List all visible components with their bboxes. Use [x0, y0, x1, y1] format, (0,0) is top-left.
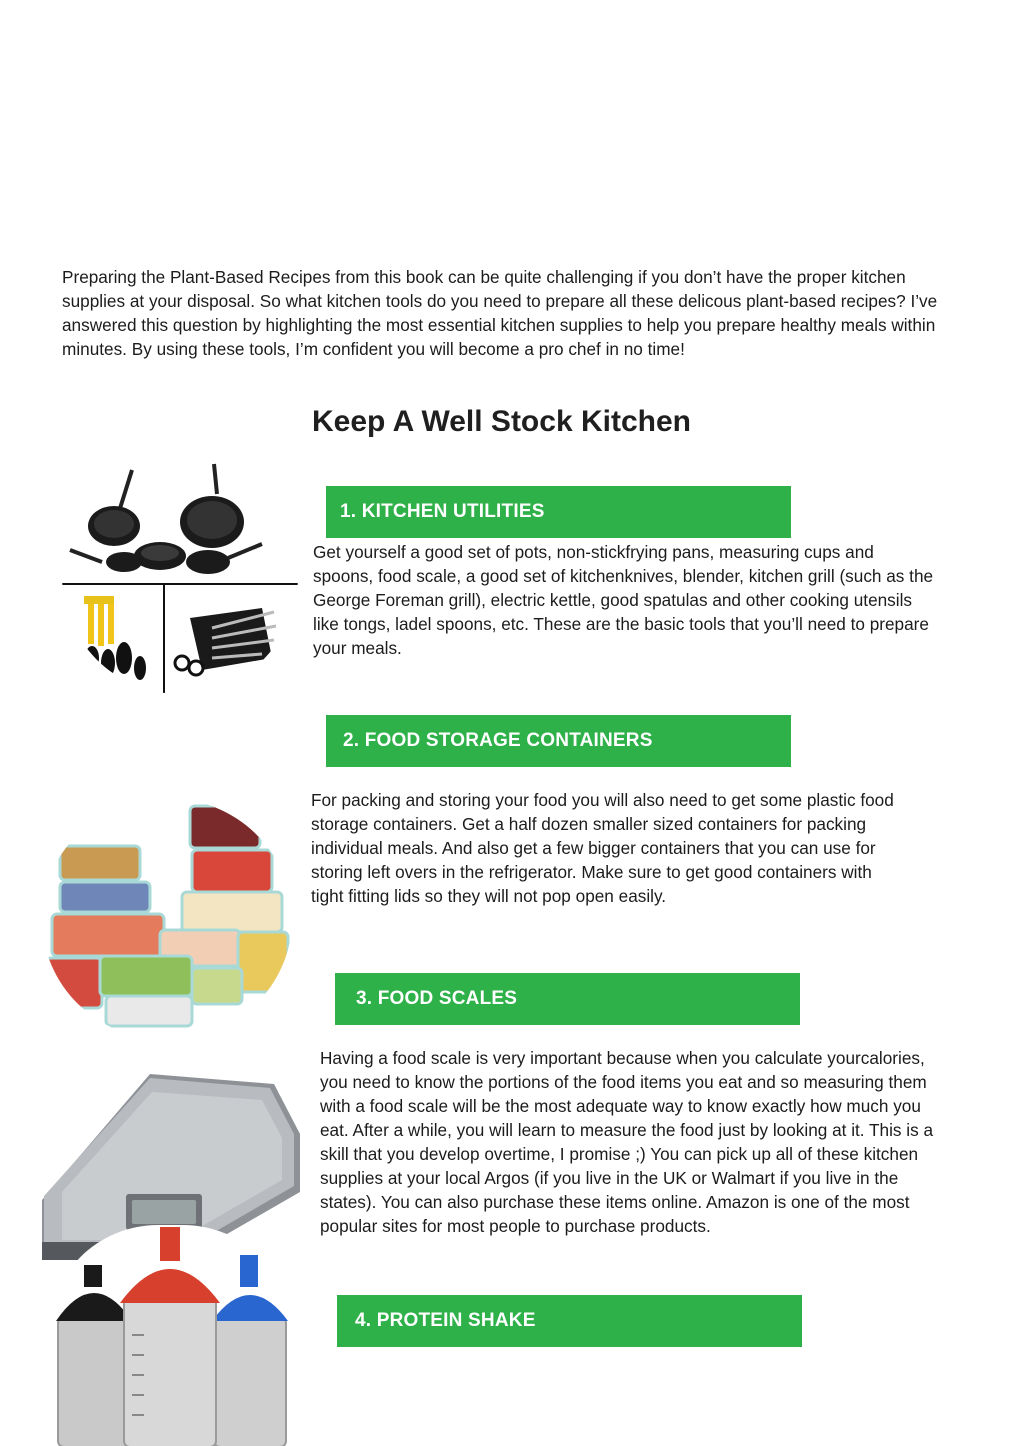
section-4-heading: 4. PROTEIN SHAKE [337, 1295, 802, 1347]
section-1-body: Get yourself a good set of pots, non-stickfrying pans, measuring cups and spoons, food scale, a good set of kitchenknives, blender, kitchen grill (such as the George Foreman grill), electric kettle, good spatulas and other cooking utensils like tongs, ladel spoons, etc. These are the basic tools that you’ll need to prepare your meals. [313, 542, 934, 658]
shaker-bottles-photo [48, 1225, 293, 1446]
section-2-heading: 2. FOOD STORAGE CONTAINERS [326, 715, 791, 767]
intro-paragraph: Preparing the Plant-Based Recipes from this book can be quite challenging if you don’t have the proper kitchen supplies at your disposal. So what kitchen tools do you need to prepare all these delicous plant-based recipes? I’ve answered this question by highlighting the most essential kitchen supplies to help you prepare healthy meals within minutes. By using these tools, I’m confident you will become a pro chef in no time! [62, 267, 938, 359]
section-3-heading: 3. FOOD SCALES [335, 973, 800, 1025]
pans-utensils-knives-photo [62, 458, 298, 694]
page-title: Keep A Well Stock Kitchen [312, 405, 691, 438]
section-2-body: For packing and storing your food you will also need to get some plastic food storage containers. Get a half dozen smaller sized containers for packing individual meals. And also get a few bigger containers that you can use for storing left overs in the refrigerator. Make sure to get good containers with tight fitting lids so they will not pop open easily. [311, 790, 894, 906]
section-3-body: Having a food scale is very important because when you calculate yourcalories, you need to know the portions of the food items you eat and so measuring them with a food scale will be the most adequate way to know exactly how much you eat. After a while, you will learn to measure the food just by looking at it. This is a skill that you develop overtime, I promise ;) You can pick up all of these kitchen supplies at your local Argos (if you live in the UK or Walmart if you live in the states). You can also purchase these items online. Amazon is one of the most popular sites for most people to purchase products. [320, 1048, 934, 1236]
food-containers-photo [42, 798, 292, 1040]
section-1-heading: 1. KITCHEN UTILITIES [326, 486, 791, 538]
